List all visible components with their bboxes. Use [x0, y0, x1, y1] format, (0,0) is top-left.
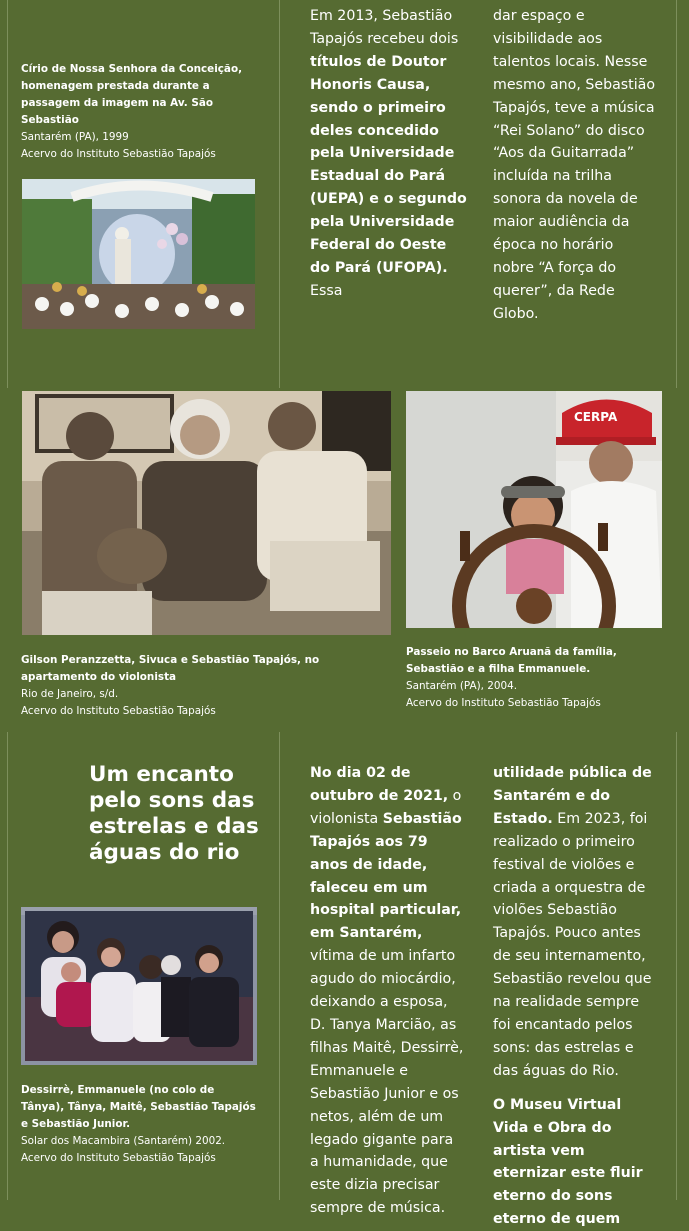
caption-cirio-title: Círio de Nossa Senhora da Conceição, homenagem prestada durante a passagem da imagem na Av. São Sebastião	[21, 63, 243, 126]
divider-bottom-right	[676, 732, 677, 1200]
divider-top-center	[279, 0, 280, 388]
caption-cirio-credit: Acervo do Instituto Sebastião Tapajós	[21, 148, 216, 160]
text-utilidade-b1: utilidade pública de Santarém e do Estado.	[493, 765, 652, 827]
caption-boat-place: Santarém (PA), 2004.	[406, 680, 518, 692]
cap-text: CERPA	[574, 410, 618, 424]
divider-top-right	[676, 0, 677, 388]
caption-three-musicians-title: Gilson Peranzzetta, Sivuca e Sebastião Tapajós, no apartamento do violonista	[21, 654, 320, 683]
caption-cirio-place: Santarém (PA), 1999	[21, 131, 129, 143]
photo-three-musicians	[22, 391, 391, 635]
divider-top-left	[7, 0, 8, 388]
text-falecimento-b2: Sebastião Tapajós aos 79 anos de idade, faleceu em um hospital particular, em Santarém,	[310, 810, 462, 942]
text-falecimento	[310, 762, 465, 1220]
caption-boat	[406, 644, 642, 712]
caption-three-musicians	[21, 652, 321, 720]
caption-family	[21, 1082, 261, 1167]
text-doutor-bold: títulos de Doutor Honoris Causa, sendo o primeiro deles concedido pela Universidade Estadual do Pará (UEPA) e o segundo pela Universidade Federal do Oeste do Pará (UFOPA).	[310, 53, 467, 276]
text-falecimento-p2: vítima de um infarto agudo do miocárdio, deixando a esposa, D. Tanya Marcião, as filhas Maitê, Dessirrè, Emmanuele e Sebastião Junior e os netos, além de um legado gigante para a humanidade, que este dizia precisar sempre de música.	[310, 948, 464, 1217]
photo-family	[21, 907, 257, 1065]
text-museu-virtual: O Museu Virtual Vida e Obra do artista vem eternizar este fluir eterno do sons eterno de quem	[493, 1096, 643, 1228]
photo-boat-aruana	[406, 391, 662, 628]
text-doutor-honoris	[310, 5, 470, 303]
text-utilidade-p1: Em 2023, foi realizado o primeiro festival de violões e criada a orquestra de violões Sebastião Tapajós. Pouco antes de seu internamento, Sebastião revelou que na realidade sempre foi encantado pelos sons: das estrelas e das águas do Rio.	[493, 810, 652, 1079]
caption-family-place: Solar dos Macambira (Santarém) 2002.	[21, 1135, 226, 1147]
text-doutor-p1: Em 2013, Sebastião Tapajós recebeu dois	[310, 8, 459, 47]
text-doutor-p2: Essa	[310, 282, 343, 299]
caption-family-credit: Acervo do Instituto Sebastião Tapajós	[21, 1152, 216, 1164]
text-rei-solano-p1: dar espaço e visibilidade aos talentos locais. Nesse mesmo ano, Sebastião Tapajós, teve a música “Rei Solano” do disco “Aos da Guitarrada” incluída na trilha sonora da novela de maior audiência da época no horário nobre “A força do querer”, da Rede Globo.	[493, 8, 656, 322]
divider-bottom-center	[279, 732, 280, 1200]
caption-boat-credit: Acervo do Instituto Sebastião Tapajós	[406, 697, 601, 709]
text-falecimento-p1: o violonista	[310, 787, 462, 827]
section-headline: Um encanto pelo sons das estrelas e das águas do rio	[89, 762, 259, 865]
text-utilidade-publica	[493, 762, 653, 1231]
caption-three-musicians-credit: Acervo do Instituto Sebastião Tapajós	[21, 705, 216, 717]
caption-family-title: Dessirrè, Emmanuele (no colo de Tânya), Tânya, Maitê, Sebastião Tapajós e Sebastião Junior.	[21, 1084, 256, 1130]
text-falecimento-b1: No dia 02 de outubro de 2021,	[310, 765, 449, 804]
photo-cirio-procession	[22, 179, 255, 329]
divider-bottom-left	[7, 732, 8, 1200]
caption-three-musicians-place: Rio de Janeiro, s/d.	[21, 688, 119, 700]
text-rei-solano	[493, 5, 658, 326]
caption-cirio	[21, 61, 246, 163]
caption-boat-title: Passeio no Barco Aruanã da família, Sebastião e a filha Emmanuele.	[406, 646, 617, 675]
